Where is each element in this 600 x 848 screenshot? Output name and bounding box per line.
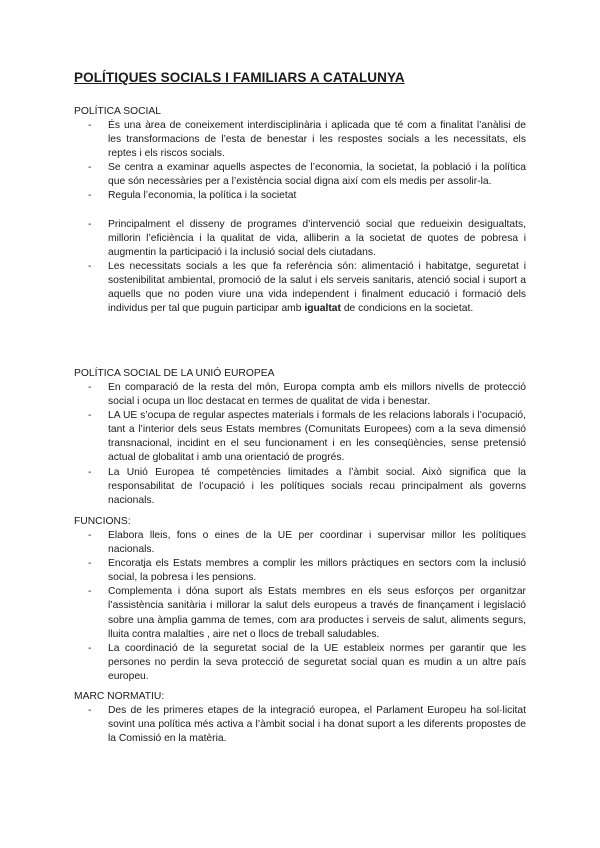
list-item-text: Des de les primeres etapes de la integració europea, el Parlament Europeu ha sol·licitat sovint una política més activa a l’àmbit social i ha donat suport a les diferents propostes de la Comissió en la matèria. — [108, 705, 526, 745]
list-item — [74, 381, 526, 409]
list-item-text: La coordinació de la seguretat social de la UE estableix normes per garantir que les persones no perdin la seva protecció de seguretat social quan es mudin a un altre país europeu. — [108, 642, 526, 682]
list-item-text: Se centra a examinar aquells aspectes de l’economia, la societat, la població i la política que són necessàries per a l’existència social digna així com els medis per assolir-la. — [108, 162, 526, 188]
list-item — [74, 218, 526, 260]
section-list-politica-social-ue — [74, 381, 526, 508]
list-item — [74, 260, 526, 316]
list-item — [74, 161, 526, 189]
bullet-dash: - — [88, 218, 92, 230]
list-item-text: En comparació de la resta del món, Europa compta amb els millors nivells de protecció social i ocupa un lloc destacat en termes de qualitat de vida i benestar. — [108, 382, 526, 408]
bold-word: igualtat — [304, 303, 341, 315]
list-item-text: Complementa i dóna suport als Estats membres en els seus esforços per organitzar l’assistència sanitària i millorar la salut dels europeus a través de finançament i legislació sobre una àmplia gamma de temes, com ara productes i serveis de salut, aliments segurs, lluita contra malalties , aire net o llocs de treball saludables. — [108, 586, 526, 640]
section-heading-politica-social-ue: POLÍTICA SOCIAL DE LA UNIÓ EUROPEA — [74, 368, 275, 379]
list-item-text: Encoratja els Estats membres a complir les millors pràctiques en sectors com la inclusió social, la pobresa i les pensions. — [108, 558, 526, 584]
bullet-dash: - — [88, 260, 92, 272]
list-item — [74, 642, 526, 684]
list-item — [74, 585, 526, 641]
bullet-dash: - — [88, 586, 92, 598]
section-list-marc-normatiu — [74, 704, 526, 746]
list-item-text: Principalment el disseny de programes d’intervenció social que redueixin desigualtats, millorin l’eficiència i la qualitat de vida, alliberin a la societat de quotes de pobresa i augmentin la participació i la inclusió social dels ciutadans. — [108, 218, 526, 258]
list-item — [74, 189, 526, 203]
list-item-text: Elabora lleis, fons o eines de la UE per coordinar i supervisar millor les polítiques nacionals. — [108, 530, 526, 556]
section-heading-politica-social: POLÍTICA SOCIAL — [74, 106, 161, 117]
section-list-politica-social — [74, 119, 526, 316]
bullet-dash: - — [88, 466, 92, 478]
list-item-text: LA UE s’ocupa de regular aspectes materials i formals de les relacions laborals i l’ocupació, tant a l’interior dels seus Estats membres (Comunitats Europees) com a la seva dimensió transnacional, incidint en el seu funcionament i en les conseqüències, sense pretensió actual de globalitat i amb una orientació de progrés. — [108, 410, 526, 464]
bullet-dash: - — [88, 190, 92, 202]
list-item-text: La Unió Europea té competències limitades a l’àmbit social. Això significa que la responsabilitat de l’ocupació i les polítiques socials recau principalment als governs nacionals. — [108, 466, 526, 506]
list-item — [74, 466, 526, 508]
list-item — [74, 409, 526, 465]
list-item — [74, 119, 526, 161]
section-heading-marc-normatiu: MARC NORMATIU: — [74, 691, 165, 702]
bullet-dash: - — [88, 162, 92, 174]
list-item-text-after: de condicions en la societat. — [340, 303, 474, 315]
bullet-dash: - — [88, 530, 92, 541]
bullet-dash: - — [88, 410, 92, 422]
section-heading-funcions: FUNCIONS: — [74, 516, 131, 527]
bullet-dash: - — [88, 382, 92, 393]
list-item — [74, 704, 526, 746]
bullet-dash: - — [88, 642, 92, 654]
list-item-text-before: Les necessitats socials a les que fa referència són: alimentació i habitatge, seguretat i sostenibilitat ambiental, promoció de la salut i els serveis sanitaris, atenció social i suport a aquells que no poden viure una vida independent i finalment educació i formació dels individus per tal que puguin participar amb — [108, 260, 526, 315]
list-item — [74, 557, 526, 585]
document-title: POLÍTIQUES SOCIALS I FAMILIARS A CATALUNYA — [74, 70, 405, 85]
bullet-dash: - — [88, 705, 92, 716]
section-list-funcions — [74, 529, 526, 684]
bullet-dash: - — [88, 120, 92, 131]
list-item-text: És una àrea de coneixement interdisciplinària i aplicada que té com a finalitat l’anàlisi de les transformacions de l’esta de benestar i les respostes socials a les necessitats, els reptes i els riscos socials. — [108, 120, 526, 160]
list-item — [74, 529, 526, 557]
list-item-text: Regula l’economia, la política i la societat — [108, 190, 297, 202]
bullet-dash: - — [88, 558, 92, 570]
